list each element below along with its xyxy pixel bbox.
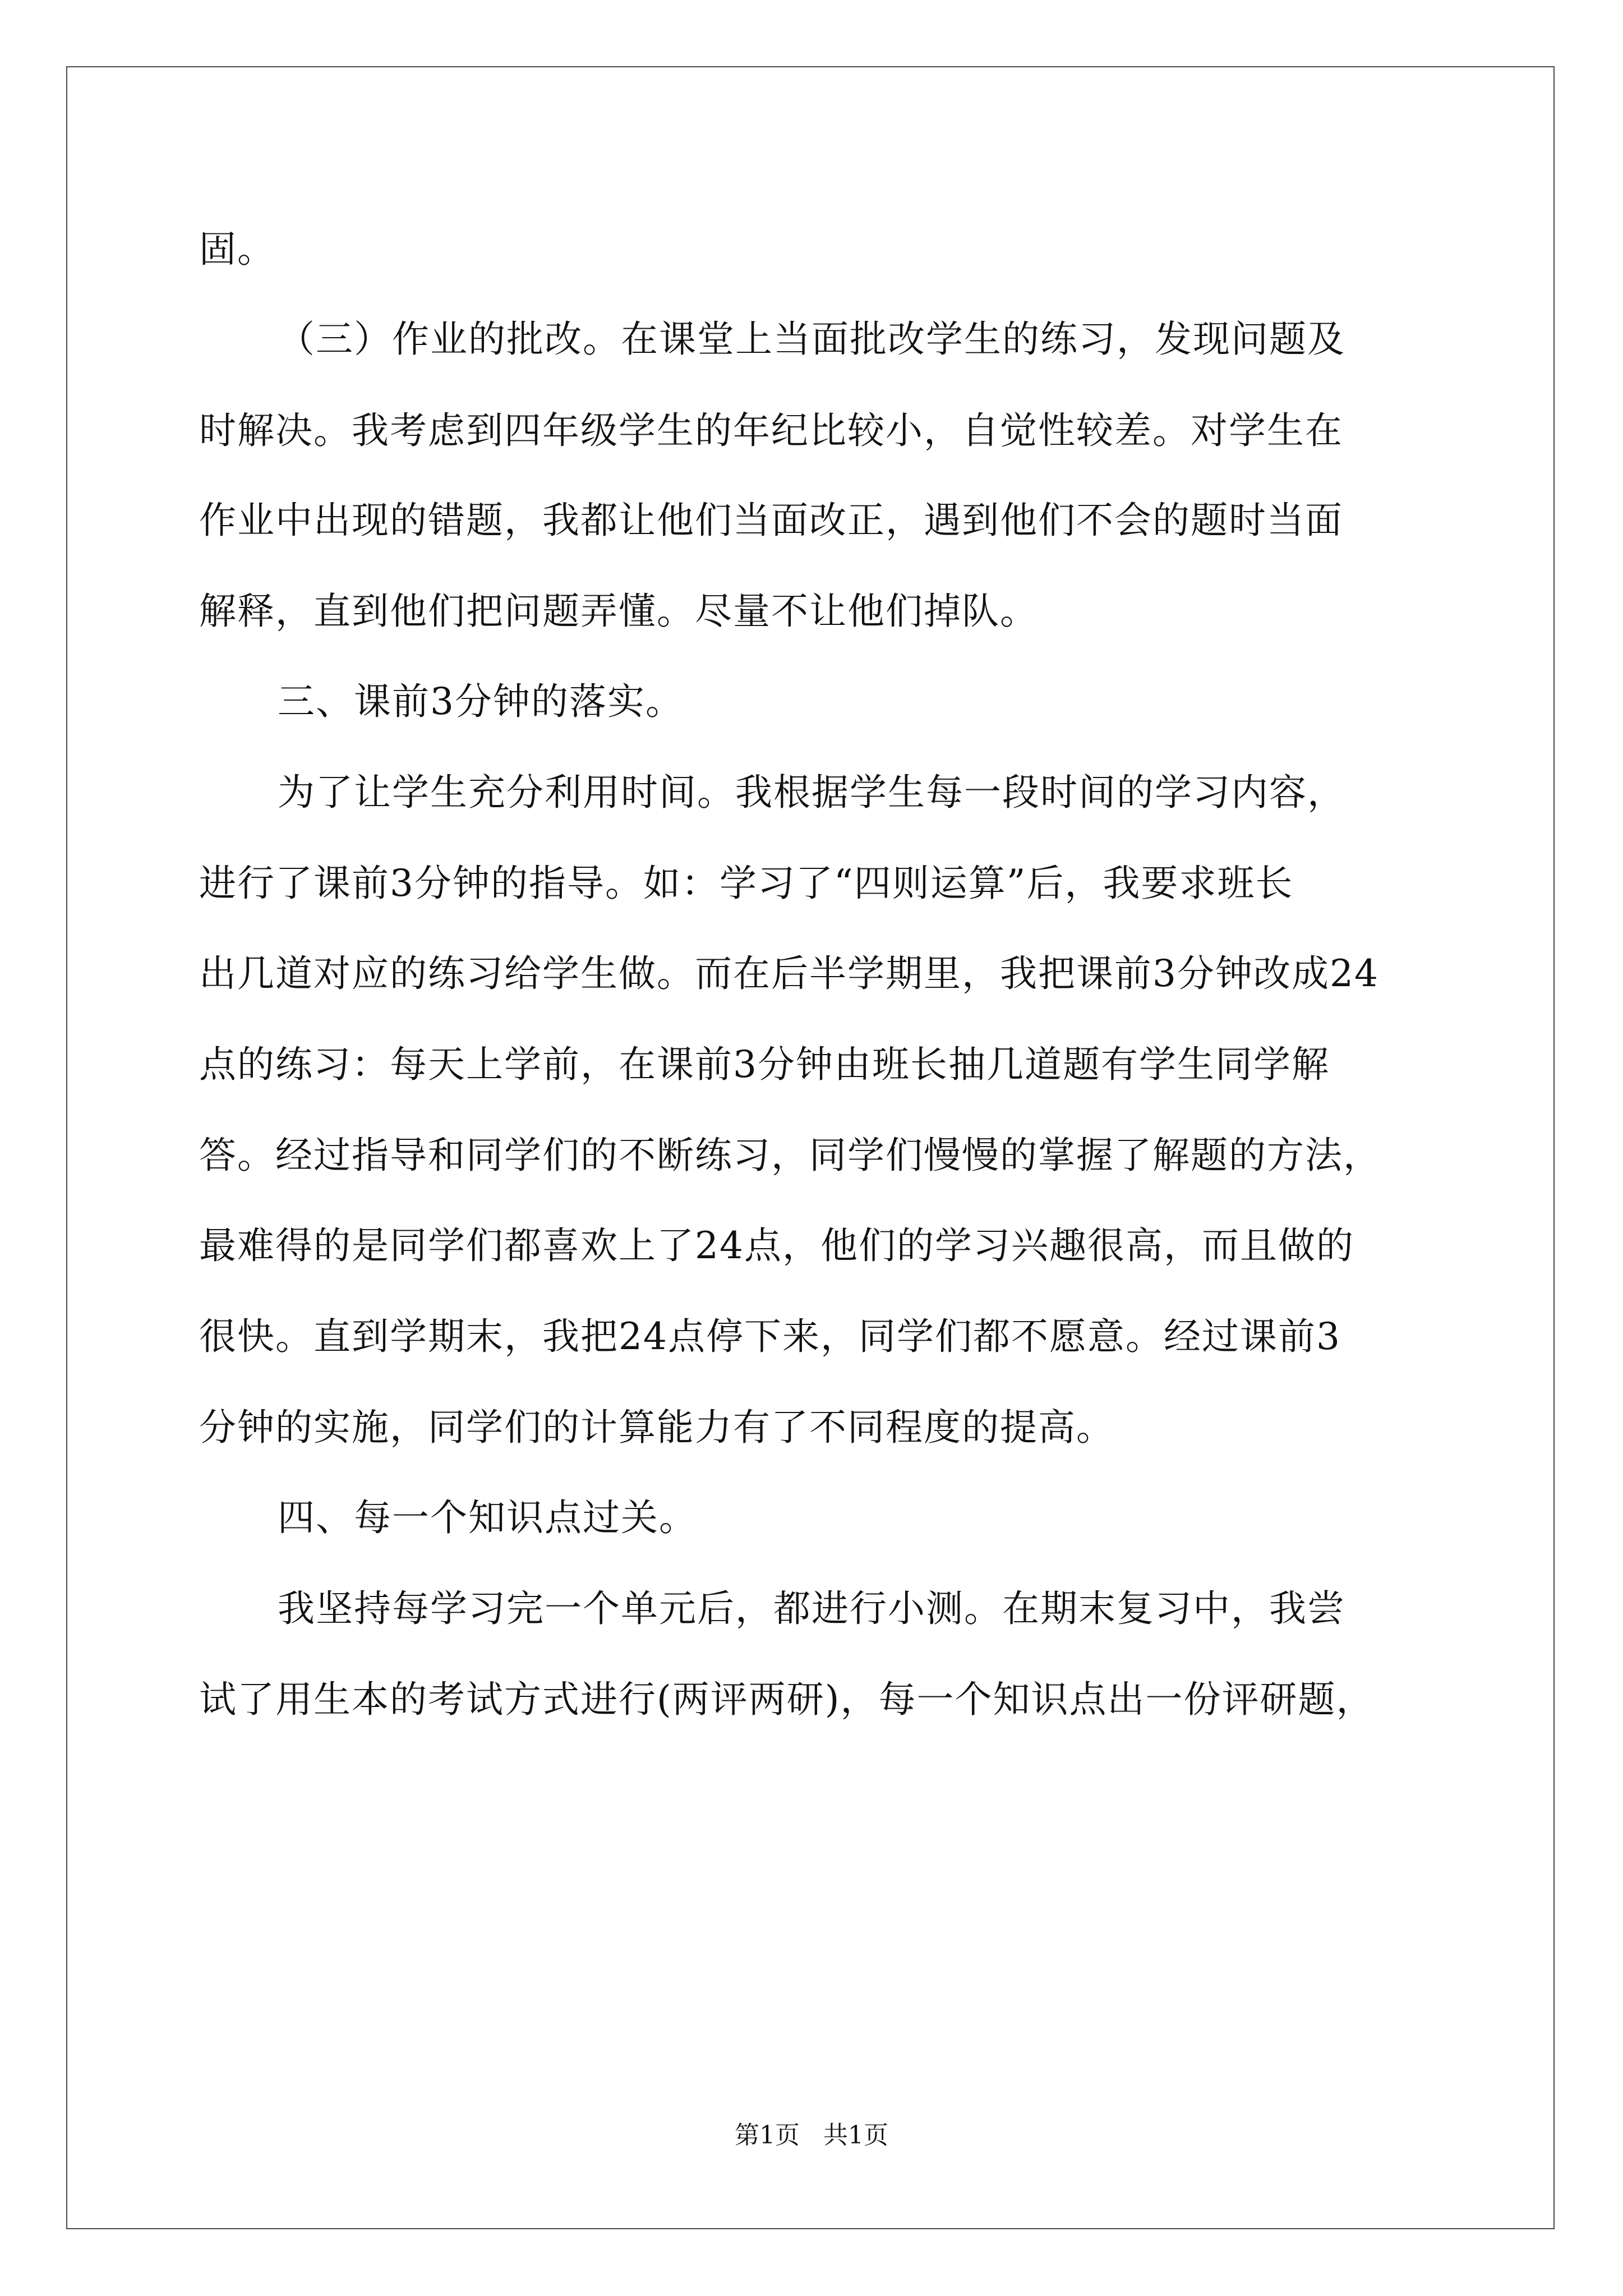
paragraph-line: 试了用生本的考试方式进行(两评两研)，每一个知识点出一份评研题， bbox=[199, 1678, 1375, 1721]
section-heading: 三、课前3分钟的落实。 bbox=[278, 680, 684, 723]
paragraph-line: 作业中出现的错题，我都让他们当面改正，遇到他们不会的题时当面 bbox=[199, 499, 1343, 542]
paragraph-line: 解释，直到他们把问题弄懂。尽量不让他们掉队。 bbox=[199, 590, 1038, 633]
paragraph-line: 固。 bbox=[199, 228, 275, 271]
paragraph-line: 点的练习：每天上学前，在课前3分钟由班长抽几道题有学生同学解 bbox=[199, 1043, 1330, 1086]
paragraph-line: 进行了课前3分钟的指导。如：学习了“四则运算”后，我要求班长 bbox=[199, 862, 1294, 905]
paragraph-line: 答。经过指导和同学们的不断练习，同学们慢慢的掌握了解题的方法， bbox=[199, 1134, 1381, 1177]
paragraph-line: 分钟的实施，同学们的计算能力有了不同程度的提高。 bbox=[199, 1406, 1114, 1449]
paragraph-line: 很快。直到学期末，我把24点停下来，同学们都不愿意。经过课前3 bbox=[199, 1315, 1341, 1358]
section-heading: 四、每一个知识点过关。 bbox=[278, 1496, 697, 1539]
paragraph-line: 为了让学生充分利用时间。我根据学生每一段时间的学习内容， bbox=[278, 771, 1345, 814]
page-number: 第1页 共1页 bbox=[735, 2121, 888, 2150]
paragraph-line: 时解决。我考虑到四年级学生的年纪比较小，自觉性较差。对学生在 bbox=[199, 409, 1343, 452]
paragraph-line: 出几道对应的练习给学生做。而在后半学期里，我把课前3分钟改成24 bbox=[199, 952, 1379, 995]
paragraph-line: 最难得的是同学们都喜欢上了24点，他们的学习兴趣很高，而且做的 bbox=[199, 1224, 1354, 1267]
paragraph-line: （三）作业的批改。在课堂上当面批改学生的练习，发现问题及 bbox=[278, 318, 1345, 361]
paragraph-line: 我坚持每学习完一个单元后，都进行小测。在期末复习中，我尝 bbox=[278, 1587, 1345, 1630]
